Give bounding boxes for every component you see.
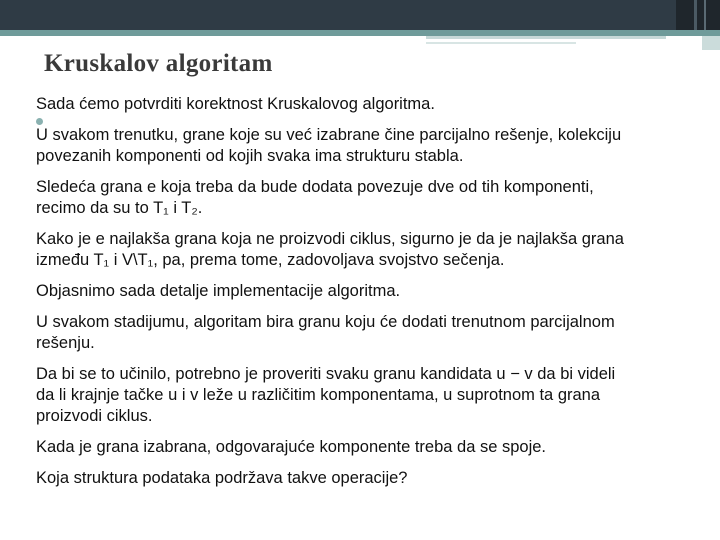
accent-line [426,42,576,44]
paragraph [36,437,700,458]
text-line: Kada je grana izabrana, odgovarajuće komponente treba da se spoje. [36,438,547,456]
text-line: U svakom trenutku, grane koje su već izabrane čine parcijalno rešenje, kolekciju [36,126,622,144]
text-line: Koja struktura podataka podržava takve operacije? [36,469,408,487]
header-band [0,0,720,30]
text-line: Kako je e najlakša grana koja ne proizvodi ciklus, sigurno je da je najlakša grana [36,230,624,248]
text-line: Sada ćemo potvrditi korektnost Kruskalovog algoritma. [36,95,435,113]
paragraph [36,468,700,489]
paragraph [36,125,700,167]
text-line: Sledeća grana e koja treba da bude dodata povezuje dve od tih komponenti, [36,178,594,196]
text-line: recimo da su to T₁ i T₂. [36,199,203,217]
slide-body [36,94,700,499]
text-line: Objasnimo sada detalje implementacije algoritma. [36,282,401,300]
header-stripe [694,0,697,30]
header-stripe [704,0,706,30]
text-line: U svakom stadijumu, algoritam bira granu koju će dodati trenutnom parcijalnom [36,313,615,331]
slide-title: Kruskalov algoritam [44,50,273,77]
text-line: između T₁ i V\T₁, pa, prema tome, zadovoljava svojstvo sečenja. [36,251,505,269]
paragraph [36,177,700,219]
paragraph [36,229,700,271]
text-line: rešenju. [36,334,95,352]
text-line: Da bi se to učinilo, potrebno je proveriti svaku granu kandidata u − v da bi videli [36,365,616,383]
text-line: da li krajnje tačke u i v leže u različitim komponentama, u suprotnom ta grana [36,386,601,404]
text-line: proizvodi ciklus. [36,407,153,425]
paragraph [36,281,700,302]
header-corner [676,0,720,30]
text-line: povezanih komponenti od kojih svaka ima strukturu stabla. [36,147,464,165]
paragraph [36,94,700,115]
paragraph [36,364,700,427]
accent-line [426,36,666,39]
paragraph [36,312,700,354]
accent-block [702,36,720,50]
